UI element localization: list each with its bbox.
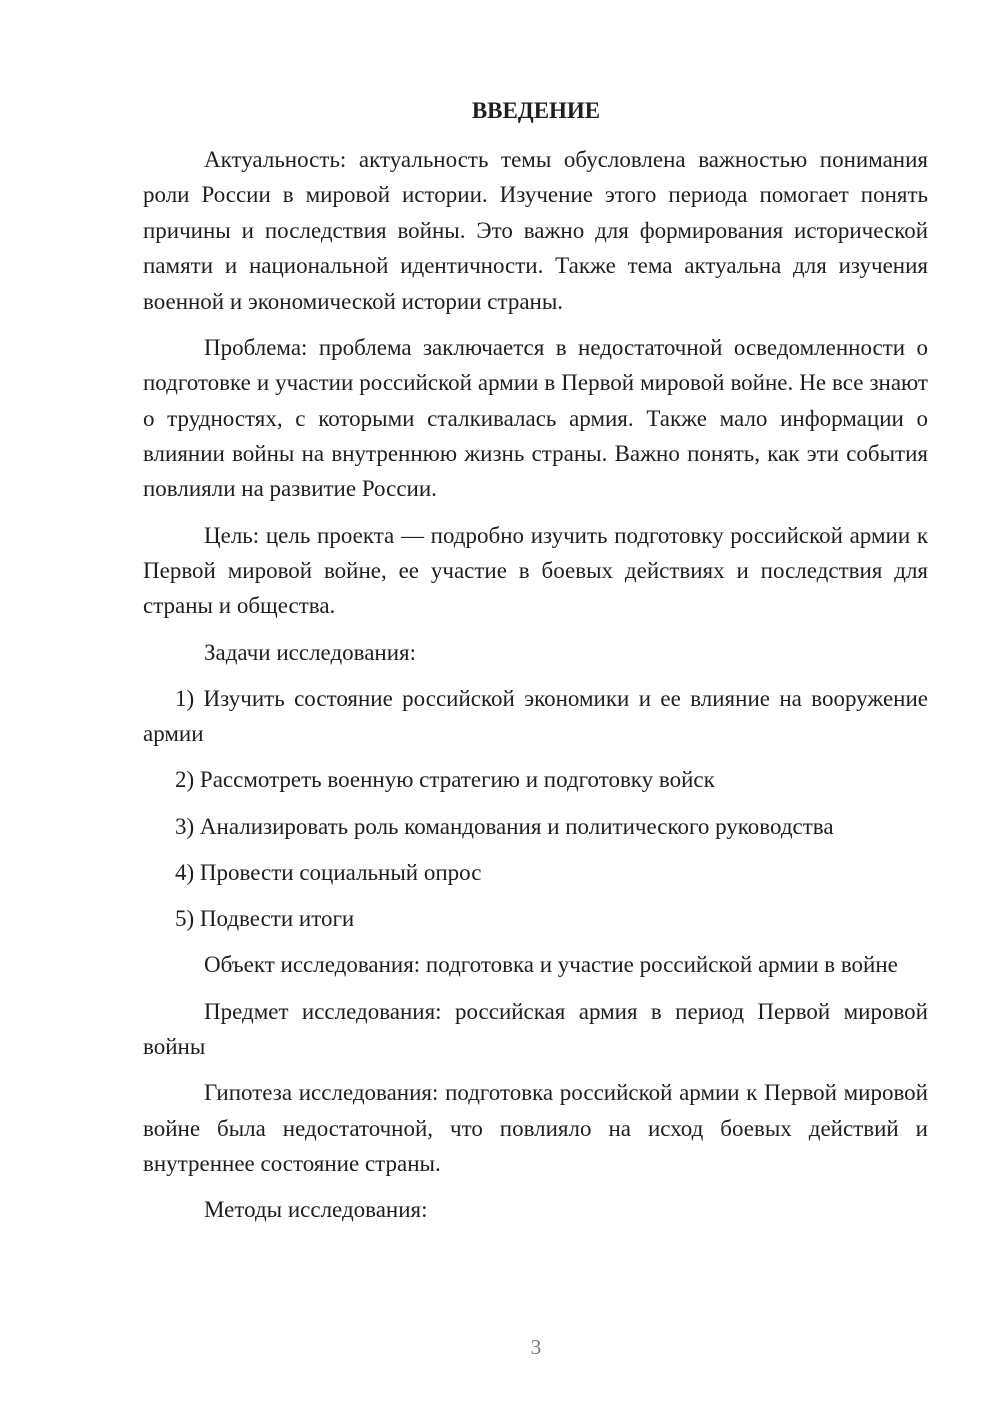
task-item-4: 4) Провести социальный опрос (175, 859, 482, 885)
task-item-5: 5) Подвести итоги (175, 906, 355, 932)
paragraph-relevance: Актуальность: актуальность темы обусловлена важностью понимания роли России в мировой истории. Изучение этого периода помогает понять причины и последствия войны. Это важно для формирования исторической памяти и национальной идентичности. Также тема актуальна для изучения военной и экономической истории страны. (143, 147, 928, 314)
tasks-heading: Задачи исследования: (204, 639, 417, 665)
paragraph-problem: Проблема: проблема заключается в недостаточной осведомленности о подготовке и участии российской армии в Первой мировой войне. Не все знают о трудностях, с которыми сталкивалась армия. Также мало информации о влиянии войны на внутреннюю жизнь страны. Важно понять, как эти события повлияли на развитие России. (143, 334, 928, 502)
task-item-1: 1) Изучить состояние российской экономики и ее влияние на вооружение армии (143, 685, 928, 747)
paragraph-subject: Предмет исследования: российская армия в период Первой мировой войны (143, 998, 928, 1059)
task-item-3: 3) Анализировать роль командования и политического руководства (175, 813, 834, 839)
task-item-2: 2) Рассмотреть военную стратегию и подготовку войск (175, 767, 715, 793)
paragraph-hypothesis: Гипотеза исследования: подготовка российской армии к Первой мировой войне была недостаточной, что повлияло на исход боевых действий и внутреннее состояние страны. (143, 1080, 928, 1176)
document-body (143, 142, 928, 1238)
paragraph-object: Объект исследования: подготовка и участие российской армии в войне (204, 952, 898, 978)
paragraph-goal: Цель: цель проекта — подробно изучить подготовку российской армии к Первой мировой войне, ее участие в боевых действиях и последствия для страны и общества. (143, 522, 928, 619)
methods-heading: Методы исследования: (204, 1197, 428, 1223)
document-title: ВВЕДЕНИЕ (471, 98, 601, 123)
page-number: 3 (530, 1335, 542, 1359)
